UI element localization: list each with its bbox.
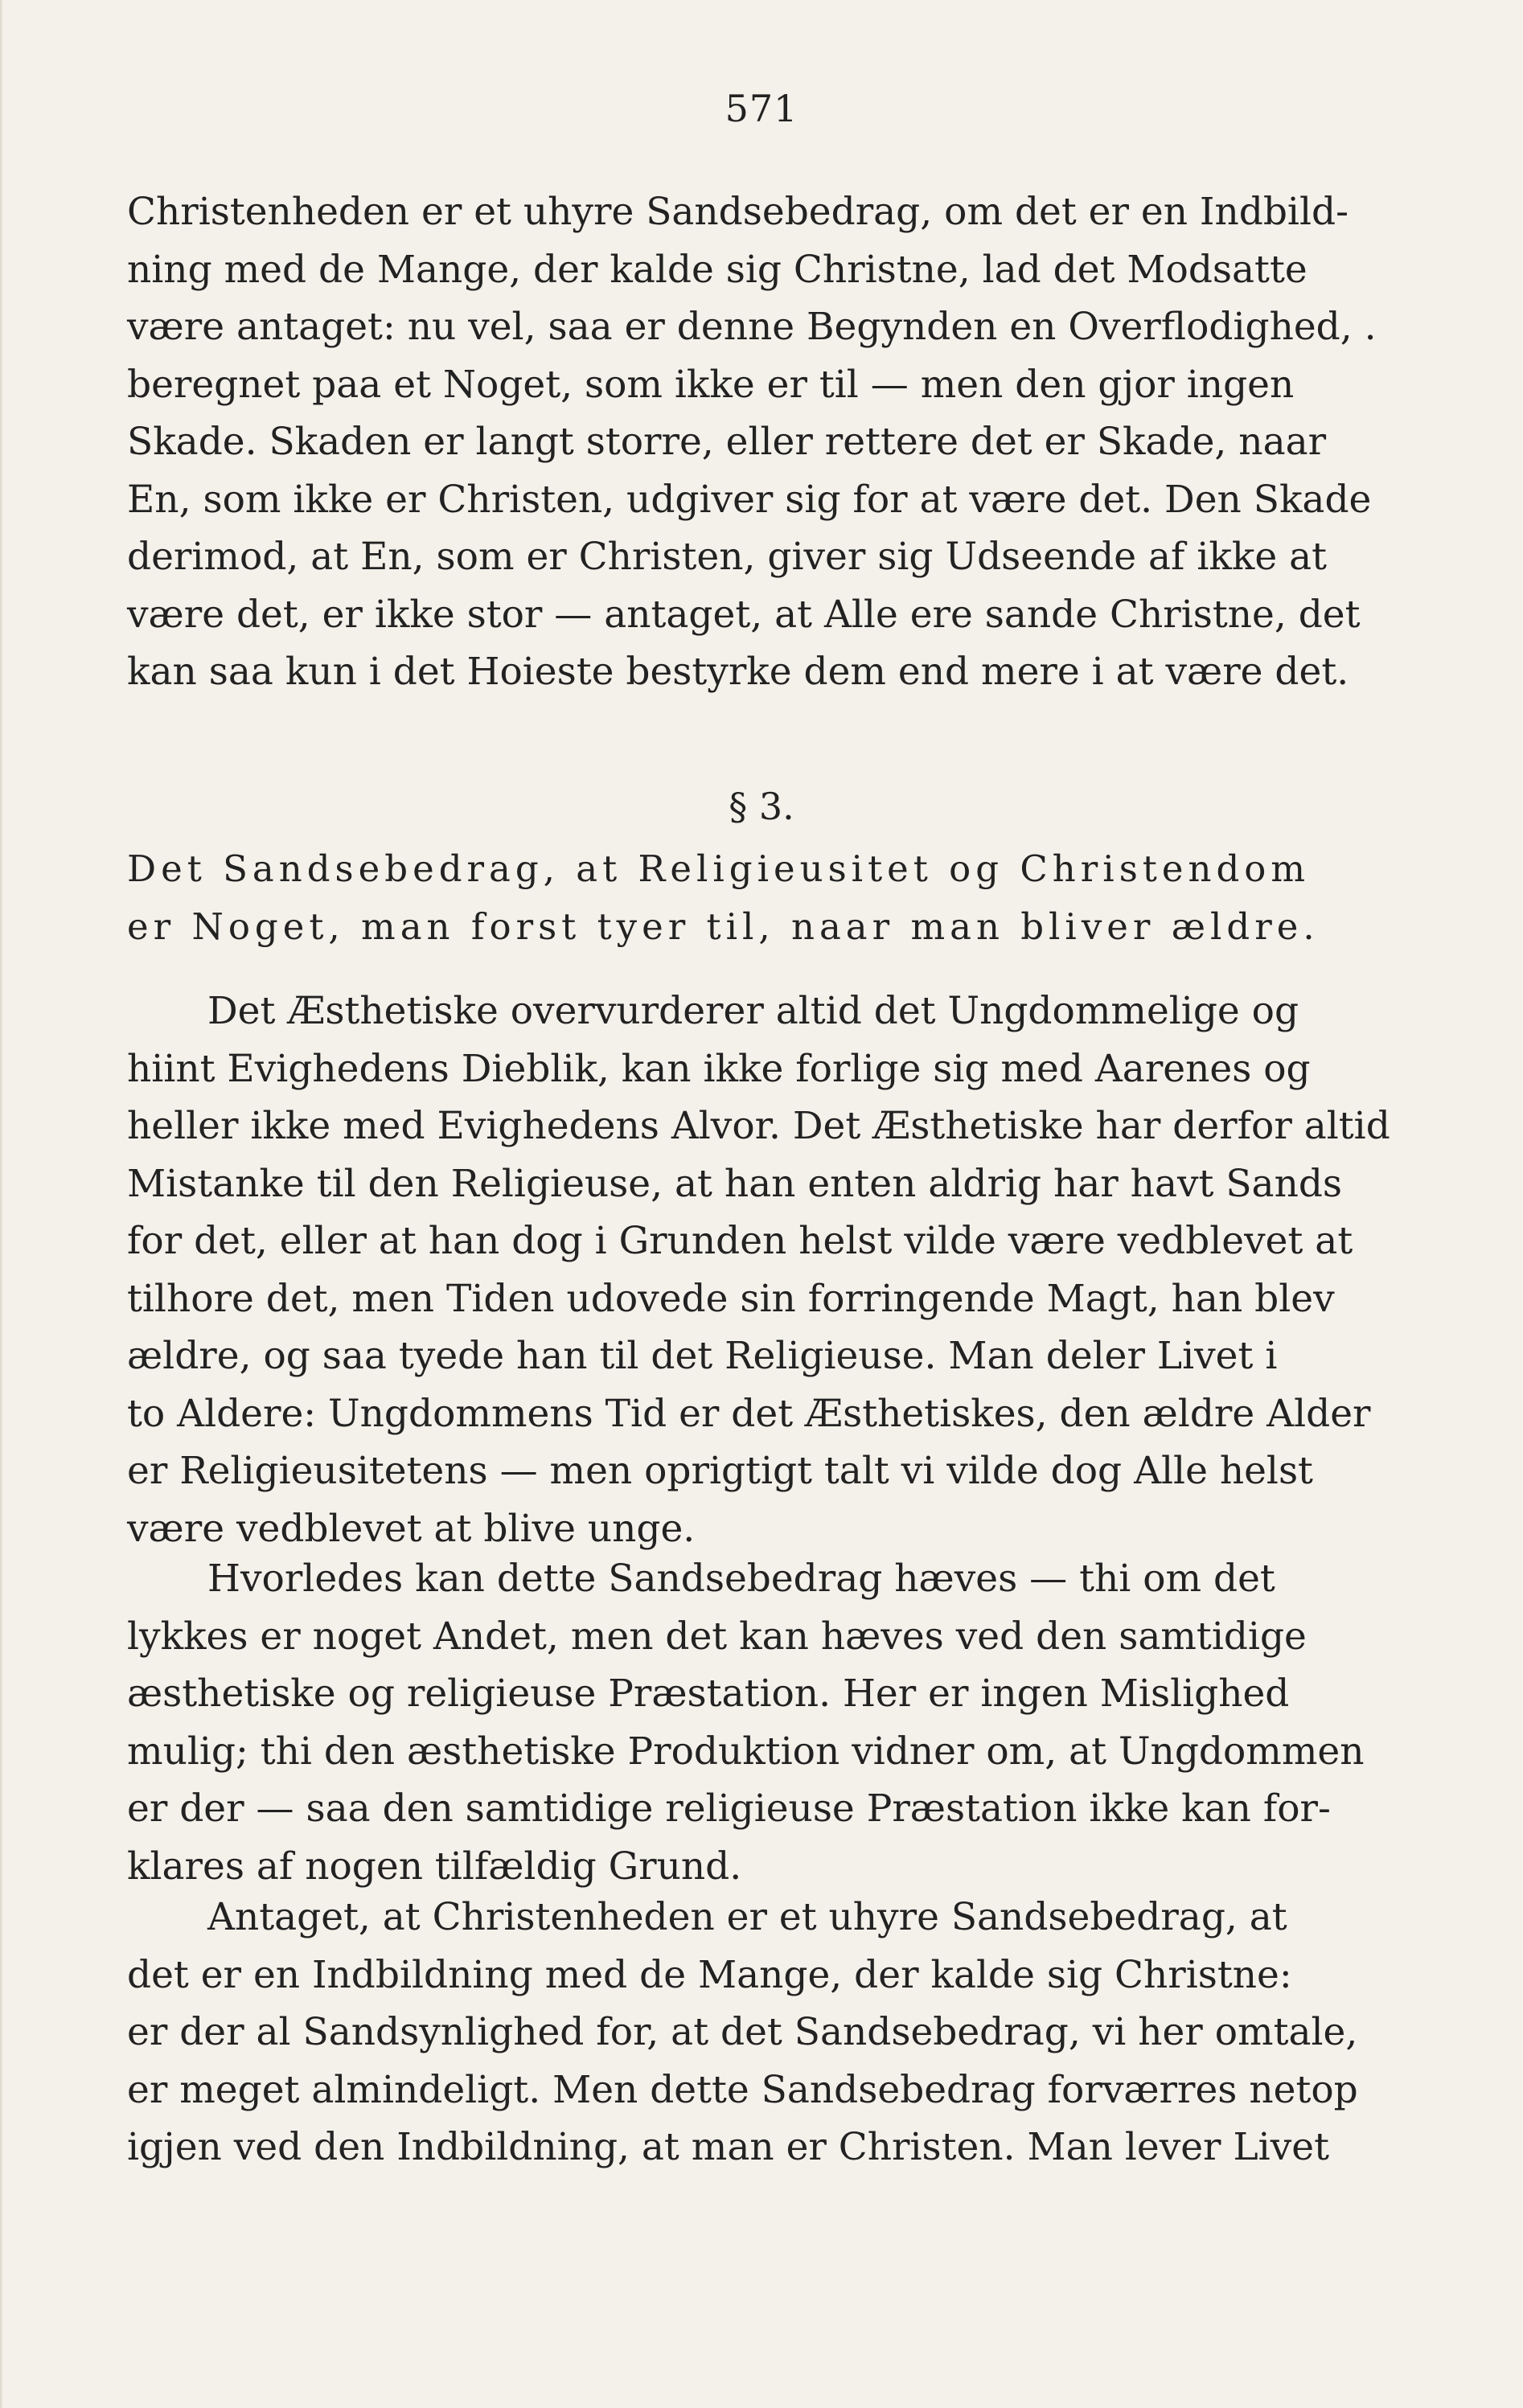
page-edge xyxy=(0,0,3,2408)
text-line: ældre, og saa tyede han til det Religieuse. Man deler Livet i xyxy=(127,1334,1278,1378)
text-line: hiint Evighedens Dieblik, kan ikke forlige sig med Aarenes og xyxy=(127,1046,1311,1091)
text-line: Antaget, at Christenheden er et uhyre Sandsebedrag, at xyxy=(207,1895,1287,1939)
paragraph xyxy=(127,982,1390,1557)
text-line: ning med de Mange, der kalde sig Christne, lad det Modsatte xyxy=(127,247,1307,292)
paragraph-continuation xyxy=(127,183,1377,701)
text-line: for det, eller at han dog i Grunden helst vilde være vedblevet at xyxy=(127,1219,1353,1263)
text-line: to Aldere: Ungdommens Tid er det Æsthetiskes, den ældre Alder xyxy=(127,1391,1371,1436)
text-line: være antaget: nu vel, saa er denne Begynden en Overflodighed, . xyxy=(127,305,1377,349)
text-line: er der al Sandsynlighed for, at det Sandsebedrag, vi her omtale, xyxy=(127,2010,1358,2054)
text-line: Hvorledes kan dette Sandsebedrag hæves — thi om det xyxy=(207,1557,1275,1601)
section-heading xyxy=(127,840,1320,955)
text-line: er meget almindeligt. Men dette Sandsebedrag forværres netop xyxy=(127,2067,1358,2112)
text-line: derimod, at En, som er Christen, giver sig Udseende af ikke at xyxy=(127,535,1328,579)
paragraph xyxy=(127,1889,1358,2176)
text-line: Det Æsthetiske overvurderer altid det Ungdommelige og xyxy=(207,989,1299,1033)
text-line: tilhore det, men Tiden udovede sin forringende Magt, han blev xyxy=(127,1276,1335,1321)
text-line: mulig; thi den æsthetiske Produktion vidner om, at Ungdommen xyxy=(127,1729,1365,1774)
text-line: Skade. Skaden er langt storre, eller rettere det er Skade, naar xyxy=(127,420,1327,464)
text-line: beregnet paa et Noget, som ikke er til — men den gjor ingen xyxy=(127,362,1295,407)
text-line: er Religieusitetens — men oprigtigt talt vi vilde dog Alle helst xyxy=(127,1449,1313,1493)
heading-line: er Noget, man forst tyer til, naar man bliver ældre. xyxy=(127,905,1320,948)
text-line: lykkes er noget Andet, men det kan hæves ved den samtidige xyxy=(127,1614,1307,1659)
text-line: være vedblevet at blive unge. xyxy=(127,1506,696,1551)
text-line: det er en Indbildning med de Mange, der kalde sig Christne: xyxy=(127,1952,1292,1997)
section-number: § 3. xyxy=(729,785,794,828)
text-line: er der — saa den samtidige religieuse Præstation ikke kan for- xyxy=(127,1787,1331,1831)
text-line: igjen ved den Indbildning, at man er Christen. Man lever Livet xyxy=(127,2125,1329,2169)
text-line: være det, er ikke stor — antaget, at Alle ere sande Christne, det xyxy=(127,592,1361,637)
heading-line: Det Sandsebedrag, at Religieusitet og Christendom xyxy=(127,847,1311,890)
text-line: kan saa kun i det Hoieste bestyrke dem end mere i at være det. xyxy=(127,650,1349,694)
page-number: 571 xyxy=(725,87,798,130)
text-line: En, som ikke er Christen, udgiver sig for at være det. Den Skade xyxy=(127,477,1372,522)
text-line: æsthetiske og religieuse Præstation. Her er ingen Mislighed xyxy=(127,1672,1290,1716)
text-line: Mistanke til den Religieuse, at han enten aldrig har havt Sands xyxy=(127,1161,1343,1206)
text-line: klares af nogen tilfældig Grund. xyxy=(127,1844,742,1889)
text-line: Christenheden er et uhyre Sandsebedrag, om det er en Indbild- xyxy=(127,190,1349,234)
paragraph xyxy=(127,1550,1365,1895)
text-line: heller ikke med Evighedens Alvor. Det Æsthetiske har derfor altid xyxy=(127,1104,1390,1148)
